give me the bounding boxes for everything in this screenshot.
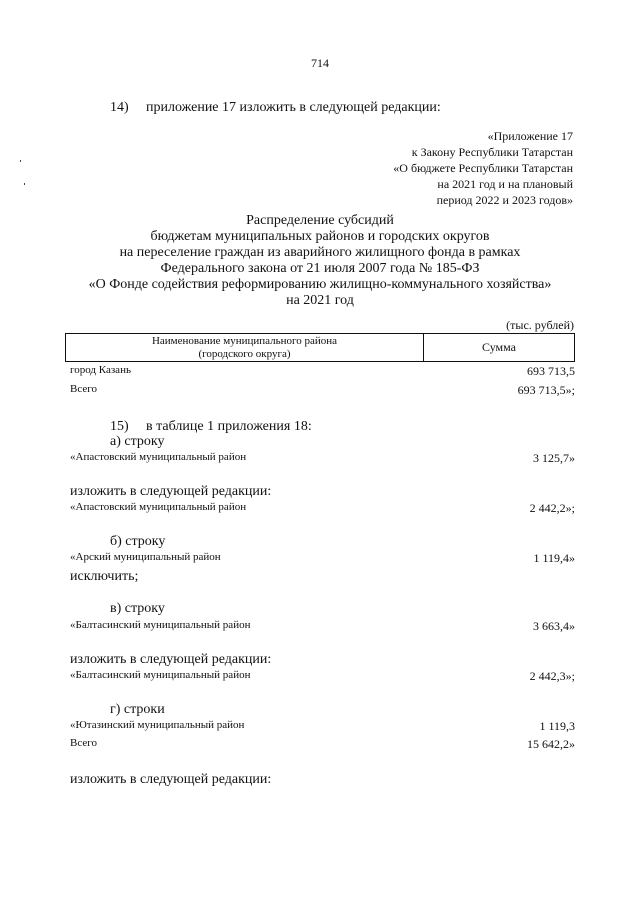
title-line: Распределение субсидий bbox=[246, 213, 394, 228]
table-row-name: Всего bbox=[70, 383, 97, 395]
subitem-b: б) строку bbox=[110, 534, 166, 549]
replace-instruction: изложить в следующей редакции: bbox=[70, 484, 272, 499]
item-14-number: 14) bbox=[110, 100, 129, 115]
row-name: «Апастовский муниципальный район bbox=[70, 501, 247, 513]
document-title bbox=[0, 213, 640, 309]
title-line: бюджетам муниципальных районов и городских округов bbox=[150, 229, 490, 244]
replace-instruction: изложить в следующей редакции: bbox=[70, 772, 272, 787]
row-name: «Апастовский муниципальный район bbox=[70, 451, 247, 463]
appendix-line: на 2021 год и на плановый bbox=[437, 177, 573, 191]
appendix-line: к Закону Республики Татарстан bbox=[411, 145, 573, 159]
row-sum: 1 119,3 bbox=[539, 719, 575, 733]
column-header-sum: Сумма bbox=[482, 340, 516, 354]
subitem-v: в) строку bbox=[110, 601, 165, 616]
row-sum: 15 642,2» bbox=[527, 737, 575, 751]
row-sum: 1 119,4» bbox=[533, 551, 575, 565]
table-row-sum: 693 713,5»; bbox=[517, 383, 575, 397]
row-name: «Арский муниципальный район bbox=[70, 551, 221, 563]
row-sum: 3 125,7» bbox=[533, 451, 575, 465]
title-line: Федерального закона от 21 июля 2007 года № 185-ФЗ bbox=[160, 261, 480, 276]
units-label: (тыс. рублей) bbox=[506, 318, 574, 332]
appendix-line: «Приложение 17 bbox=[487, 129, 573, 143]
title-line: на 2021 год bbox=[286, 293, 354, 308]
scan-speck bbox=[20, 160, 21, 162]
item-15-text: в таблице 1 приложения 18: bbox=[146, 419, 312, 434]
row-name: «Балтасинский муниципальный район bbox=[70, 669, 251, 681]
title-line: на переселение граждан из аварийного жилищного фонда в рамках bbox=[119, 245, 521, 260]
appendix-line: период 2022 и 2023 годов» bbox=[436, 193, 573, 207]
title-line: «О Фонде содействия реформированию жилищно-коммунального хозяйства» bbox=[88, 277, 552, 292]
item-14-text: приложение 17 изложить в следующей редакции: bbox=[146, 100, 441, 115]
replace-instruction: изложить в следующей редакции: bbox=[70, 652, 272, 667]
row-sum: 3 663,4» bbox=[533, 619, 575, 633]
appendix-header bbox=[393, 128, 573, 208]
table-header bbox=[65, 333, 575, 362]
subitem-a: а) строку bbox=[110, 434, 165, 449]
row-name: «Ютазинский муниципальный район bbox=[70, 719, 245, 731]
page-number: 714 bbox=[311, 56, 329, 70]
table-row-name: город Казань bbox=[70, 364, 131, 376]
row-name: «Балтасинский муниципальный район bbox=[70, 619, 251, 631]
exclude-instruction: исключить; bbox=[70, 569, 139, 584]
appendix-line: «О бюджете Республики Татарстан bbox=[393, 161, 573, 175]
row-name: Всего bbox=[70, 737, 97, 749]
column-header-name-line2: (городского округа) bbox=[198, 348, 291, 360]
row-sum: 2 442,2»; bbox=[529, 501, 575, 515]
scan-speck bbox=[24, 183, 25, 185]
column-header-name-line1: Наименование муниципального района bbox=[151, 335, 338, 347]
subitem-g: г) строки bbox=[110, 702, 165, 717]
table-row-sum: 693 713,5 bbox=[527, 364, 575, 378]
column-header-name bbox=[66, 334, 424, 361]
row-sum: 2 442,3»; bbox=[529, 669, 575, 683]
item-15-number: 15) bbox=[110, 419, 129, 434]
